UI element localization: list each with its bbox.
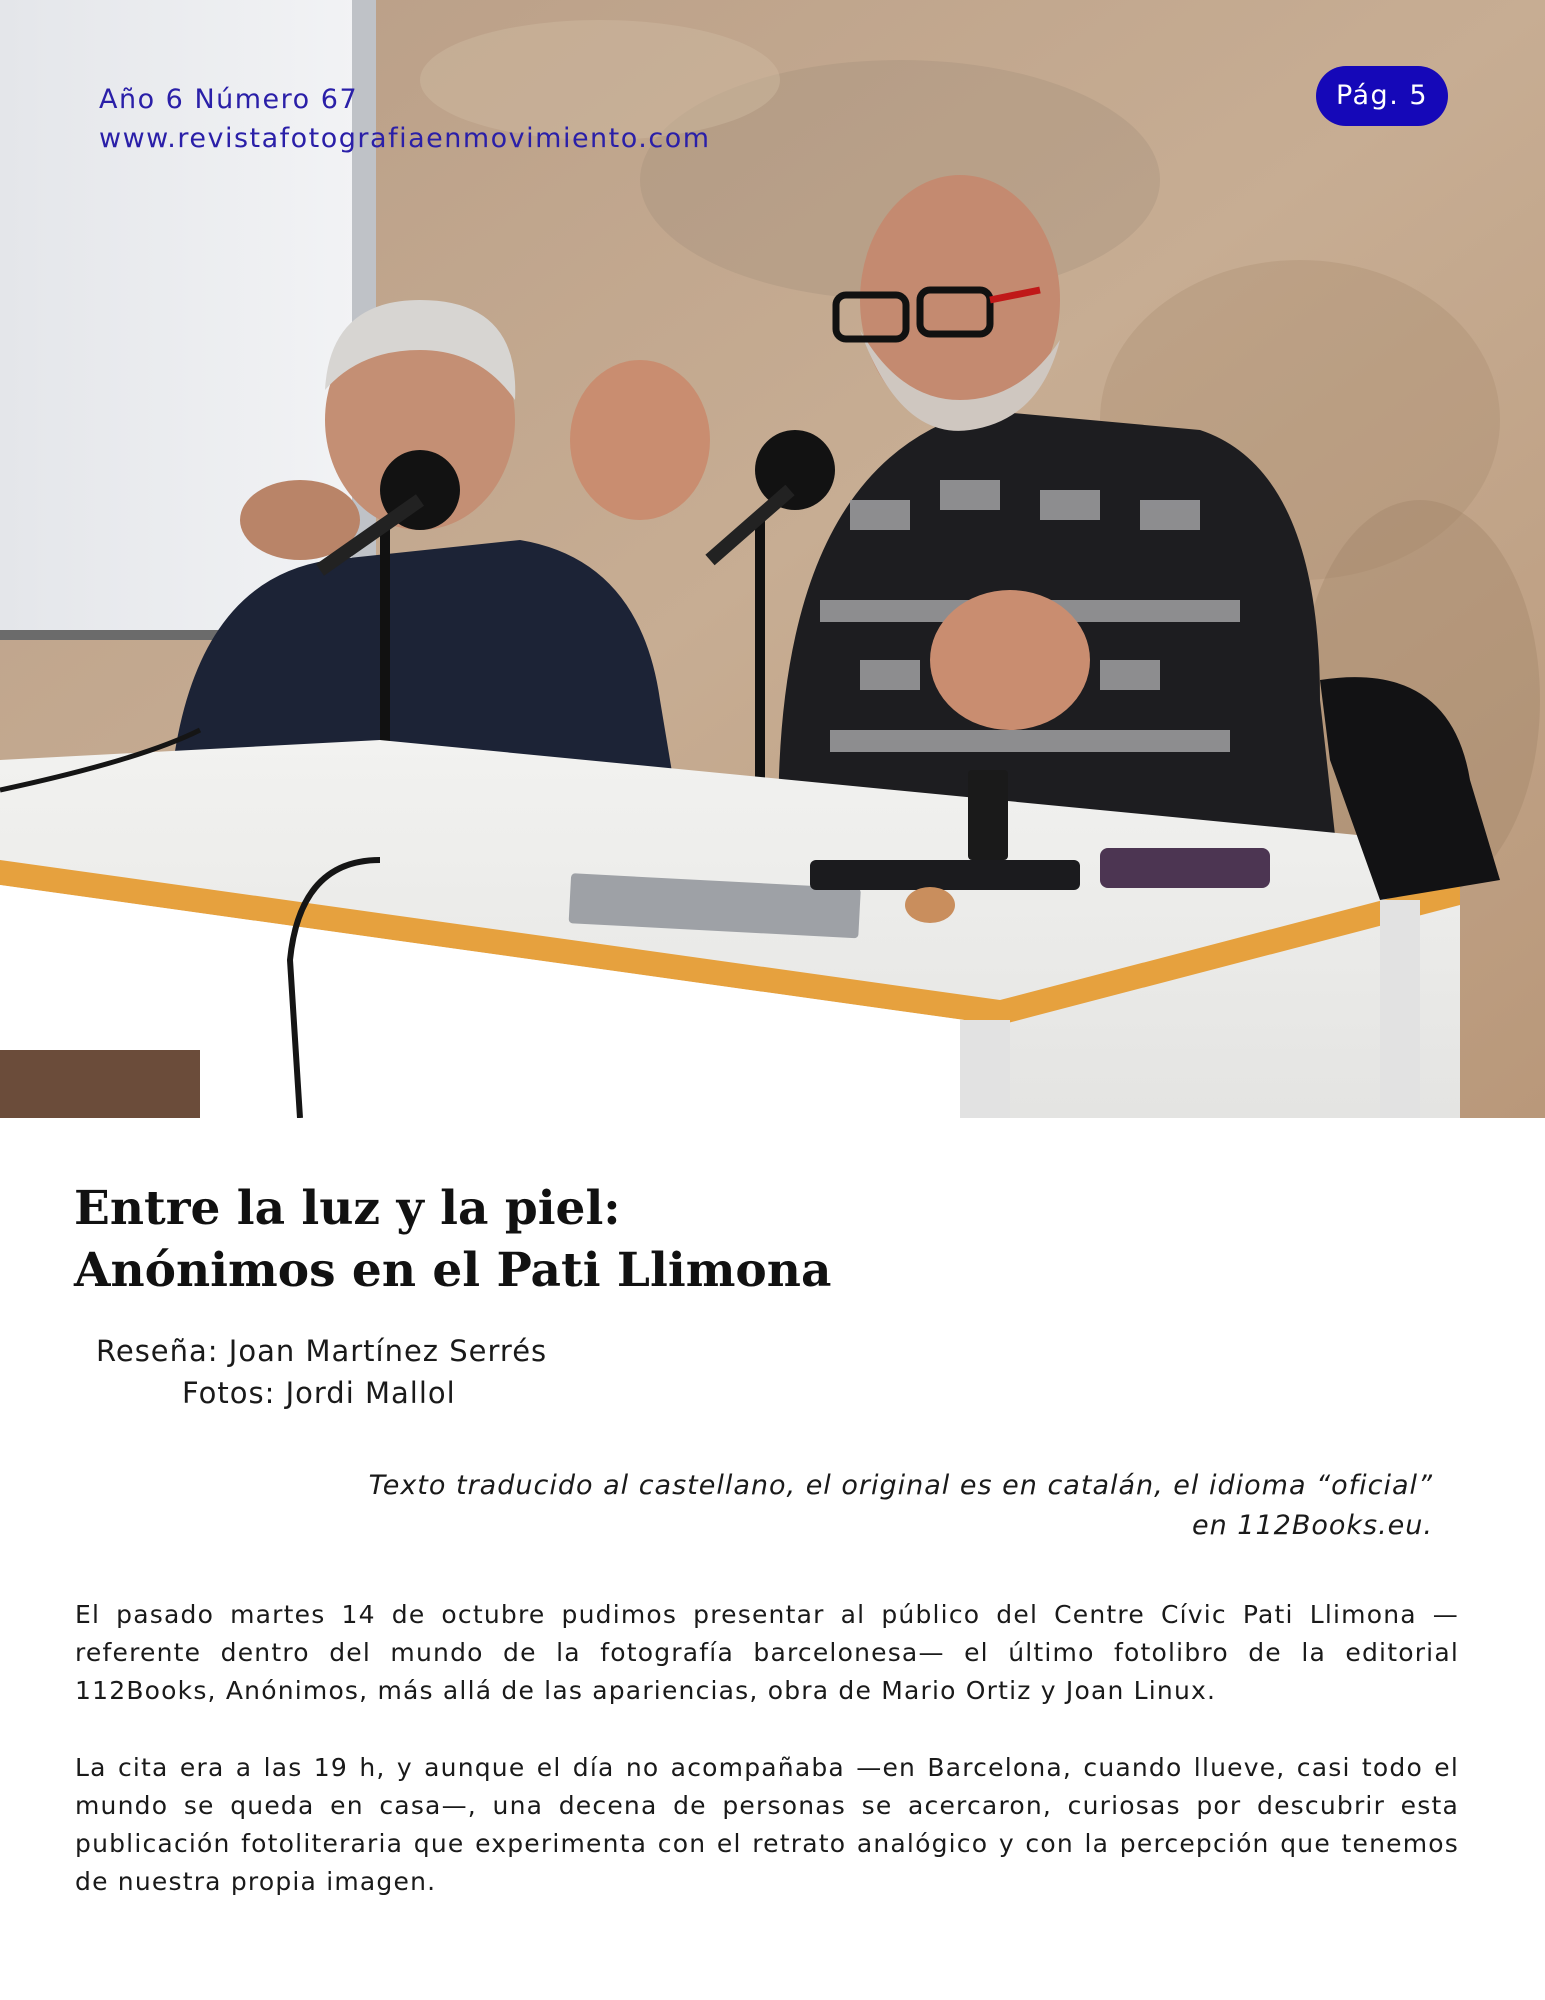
article-title bbox=[74, 1178, 831, 1302]
title-line-2: Anónimos en el Pati Llimona bbox=[74, 1243, 832, 1298]
website-link[interactable]: www.revistafotografiaenmovimiento.com bbox=[99, 123, 711, 154]
issue-number: Año 6 Número 67 bbox=[99, 84, 359, 115]
issue-info bbox=[99, 80, 711, 158]
photo-credit: Fotos: Jordi Mallol bbox=[182, 1376, 456, 1410]
article-credits bbox=[96, 1330, 547, 1414]
title-line-1: Entre la luz y la piel: bbox=[74, 1181, 621, 1236]
body-paragraph-2: La cita era a las 19 h, y aunque el día no acompañaba —en Barcelona, cuando llueve, casi todo el mundo se queda en casa—, una decena de personas se acercaron, curiosas por descubrir esta publicación fotoliteraria que experimenta con el retrato analógico y con la percepción que tenemos de nuestra propia imagen. bbox=[75, 1753, 1459, 1896]
translation-note: Texto traducido al castellano, el original es en catalán, el idioma “oficial” en 112Books.eu. bbox=[368, 1470, 1433, 1541]
review-credit: Reseña: Joan Martínez Serrés bbox=[96, 1334, 548, 1368]
body-paragraph-1: El pasado martes 14 de octubre pudimos presentar al público del Centre Cívic Pati Llimona —referente dentro del mundo de la fotografía barcelonesa— el último fotolibro de la editorial 112Books, Anónimos, más allá de las apariencias, obra de Mario Ortiz y Joan Linux. bbox=[75, 1600, 1459, 1705]
page-number-badge: Pág. 5 bbox=[1316, 66, 1448, 126]
